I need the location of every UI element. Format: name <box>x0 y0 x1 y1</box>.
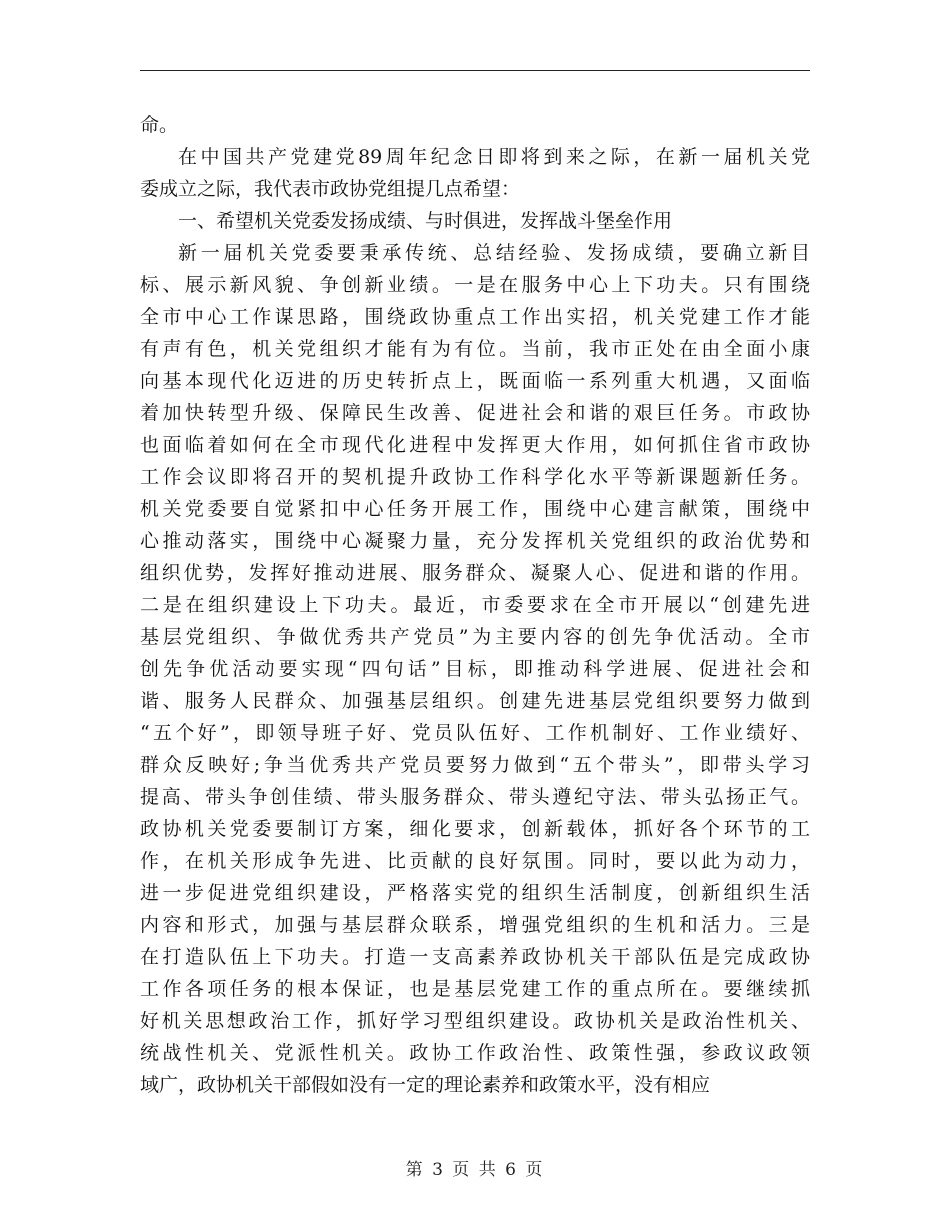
text-line: 机关党委要自觉紧扣中心任务开展工作，围绕中心建言献策，围绕中 <box>140 498 810 520</box>
text-line: 作，在机关形成争先进、比贡献的良好氛围。同时，要以此为动力， <box>140 850 810 872</box>
text-line: 也面临着如何在全市现代化进程中发挥更大作用，如何抓住省市政协 <box>140 434 810 456</box>
text-line: 全市中心工作谋思路，围绕政协重点工作出实招，机关党建工作才能 <box>140 306 810 328</box>
text-line: 标、展示新风貌、争创新业绩。一是在服务中心上下功夫。只有围绕 <box>140 274 810 296</box>
text-line: 组织优势，发挥好推动进展、服务群众、凝聚人心、促进和谐的作用。 <box>140 562 810 584</box>
text-line: 工作会议即将召开的契机提升政协工作科学化水平等新课题新任务。 <box>140 466 810 488</box>
text-line: 内容和形式，加强与基层群众联系，增强党组织的生机和活力。三是 <box>140 914 810 936</box>
text-line: 创先争优活动要实现“四句话”目标，即推动科学进展、促进社会和 <box>140 658 810 680</box>
text-line: 域广，政协机关干部假如没有一定的理论素养和政策水平，没有相应 <box>140 1074 711 1096</box>
text-line: 进一步促进党组织建设，严格落实党的组织生活制度，创新组织生活 <box>140 882 810 904</box>
text-line: 二是在组织建设上下功夫。最近，市委要求在全市开展以“创建先进 <box>140 594 810 616</box>
header-rule <box>140 70 810 71</box>
body-text <box>140 109 810 1101</box>
text-line: 工作各项任务的根本保证，也是基层党建工作的重点所在。要继续抓 <box>140 978 810 1000</box>
text-line: 政协机关党委要制订方案，细化要求，创新载体，抓好各个环节的工 <box>140 818 810 840</box>
text-line: “五个好”，即领导班子好、党员队伍好、工作机制好、工作业绩好、 <box>140 722 810 744</box>
text-line: 提高、带头争创佳绩、带头服务群众、带头遵纪守法、带头弘扬正气。 <box>140 786 810 808</box>
page-number: 第 3 页 共 6 页 <box>405 1160 545 1180</box>
text-line: 群众反映好;争当优秀共产党员要努力做到“五个带头”，即带头学习 <box>140 754 810 776</box>
text-line: 在中国共产党建党89周年纪念日即将到来之际，在新一届机关党 <box>178 146 810 168</box>
text-line: 基层党组织、争做优秀共产党员”为主要内容的创先争优活动。全市 <box>140 626 810 648</box>
text-line: 好机关思想政治工作，抓好学习型组织建设。政协机关是政治性机关、 <box>140 1010 810 1032</box>
text-line: 在打造队伍上下功夫。打造一支高素养政协机关干部队伍是完成政协 <box>140 946 810 968</box>
text-line: 谐、服务人民群众、加强基层组织。创建先进基层党组织要努力做到 <box>140 690 810 712</box>
text-line: 委成立之际，我代表市政协党组提几点希望： <box>140 178 521 200</box>
text-line: 有声有色，机关党组织才能有为有位。当前，我市正处在由全面小康 <box>140 338 810 360</box>
section-heading: 一、希望机关党委发扬成绩、与时俱进，发挥战斗堡垒作用 <box>178 210 673 232</box>
text-line: 统战性机关、党派性机关。政协工作政治性、政策性强，参政议政领 <box>140 1042 810 1064</box>
text-line: 命。 <box>140 114 179 136</box>
text-line: 着加快转型升级、保障民生改善、促进社会和谐的艰巨任务。市政协 <box>140 402 810 424</box>
text-line: 新一届机关党委要秉承传统、总结经验、发扬成绩，要确立新目 <box>178 242 810 264</box>
text-line: 心推动落实，围绕中心凝聚力量，充分发挥机关党组织的政治优势和 <box>140 530 810 552</box>
text-line: 向基本现代化迈进的历史转折点上，既面临一系列重大机遇，又面临 <box>140 370 810 392</box>
